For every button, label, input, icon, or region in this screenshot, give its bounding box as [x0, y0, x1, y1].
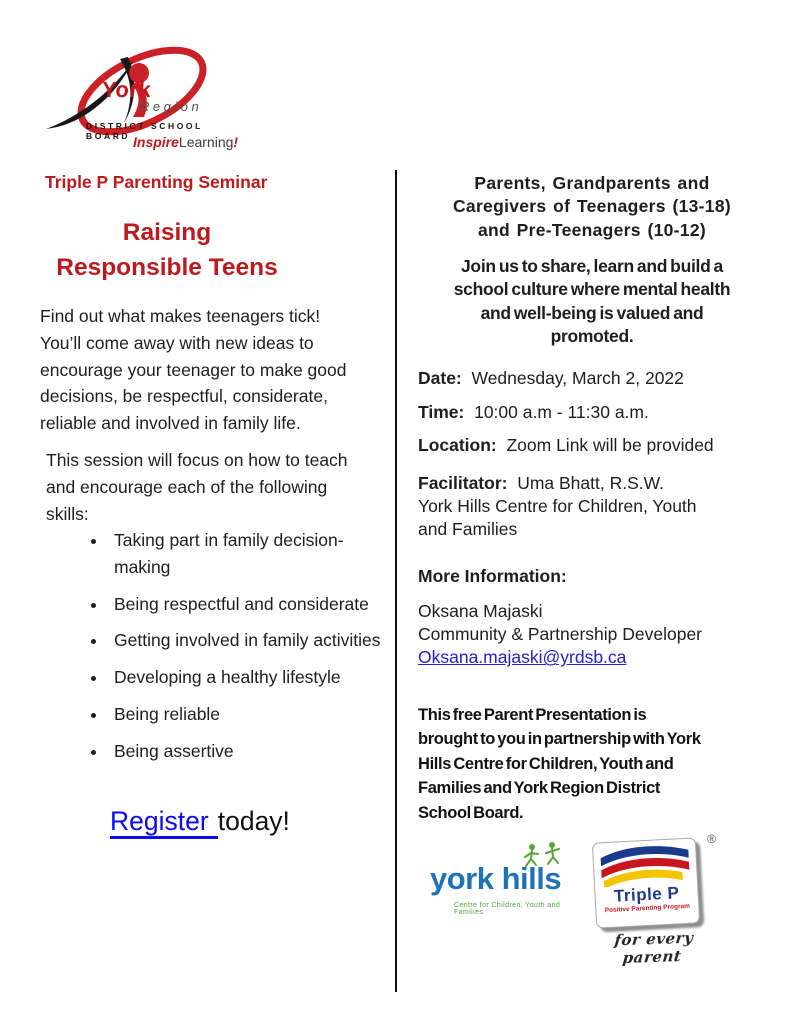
intro-line: reliable and involved in family life. [40, 413, 301, 434]
list-item: • Getting involved in family activities [108, 627, 392, 654]
intro-line: decisions, be respectful, considerate, [40, 386, 328, 407]
detail-facilitator-label: Facilitator: [418, 473, 508, 493]
invitation-paragraph [418, 255, 766, 349]
contact-name: Oksana Majaski [418, 601, 543, 621]
partnership-line: brought to you in partnership with York [418, 730, 701, 749]
triple-p-waves-icon [593, 840, 697, 887]
audience-line: and Pre-Teenagers (10-12) [477, 219, 707, 240]
detail-location-label: Location: [418, 435, 497, 455]
session-line: This session will focus on how to teach [46, 450, 348, 470]
facilitator-org-line: and Families [418, 519, 518, 540]
york-hills-logo [426, 845, 578, 923]
invitation-line: Join us to share, learn and build a [461, 256, 723, 276]
triple-p-wordmark: Triple P [613, 883, 680, 906]
yrdsb-wordmark-board: DISTRICT SCHOOL BOARD [86, 121, 203, 141]
detail-location [418, 435, 714, 456]
column-divider [395, 170, 397, 992]
york-hills-tagline: Centre for Children, Youth and Families [454, 902, 561, 916]
partnership-line: This free Parent Presentation is [418, 706, 647, 724]
detail-time [418, 402, 649, 423]
contact-title: Community & Partnership Developer [418, 624, 703, 645]
list-item: • Being reliable [108, 701, 392, 728]
yrdsb-tagline-inspire: Inspire [133, 134, 179, 150]
triple-p-badge [592, 837, 700, 928]
intro-line: You’ll come away with new ideas to [40, 332, 314, 353]
page-title-line1: Raising [122, 219, 212, 246]
triple-p-tagline: for every parent [613, 928, 695, 968]
register-link[interactable]: Register [110, 806, 218, 839]
partnership-line: Families and York Region District [418, 779, 661, 798]
triple-p-subtitle: Positive Parenting Program [604, 902, 691, 915]
list-item: • Being assertive [108, 738, 392, 765]
partnership-paragraph [418, 703, 701, 825]
facilitator-org-line: York Hills Centre for Children, Youth [418, 496, 697, 517]
detail-facilitator [418, 472, 697, 542]
register-rest-text: today! [217, 806, 290, 836]
invitation-line: school culture where mental health [453, 279, 731, 300]
partnership-line: Hills Centre for Children, Youth and [418, 754, 674, 773]
list-item: • Developing a healthy lifestyle [108, 664, 392, 691]
list-item: • Being respectful and considerate [108, 591, 392, 618]
partnership-line: School Board. [418, 803, 524, 822]
invitation-line: promoted. [550, 326, 634, 347]
session-paragraph [46, 447, 348, 527]
session-line: skills: [46, 503, 89, 524]
york-hills-wordmark: york hills [430, 861, 562, 896]
register-line [40, 806, 360, 837]
detail-date [418, 368, 684, 389]
skills-list [62, 527, 392, 775]
detail-time-label: Time: [418, 402, 465, 422]
detail-facilitator-value: Uma Bhatt, R.S.W. [517, 473, 665, 493]
intro-paragraph [40, 303, 346, 437]
yrdsb-wordmark-region: Region [140, 99, 203, 114]
invitation-line: and well-being is valued and [480, 302, 704, 323]
registered-trademark-icon: ® [707, 832, 716, 846]
page-title-line2: Responsible Teens [56, 254, 278, 281]
contact-block [418, 600, 702, 670]
page-title [28, 215, 306, 285]
list-item: • Taking part in family decision-making [108, 527, 392, 581]
yrdsb-logo [40, 33, 240, 155]
detail-date-value: Wednesday, March 2, 2022 [471, 368, 684, 388]
triple-p-logo [588, 832, 718, 968]
audience-line: Caregivers of Teenagers (13-18) [452, 196, 732, 217]
detail-date-label: Date: [418, 368, 462, 388]
yrdsb-tagline-learning: Learning [178, 134, 234, 150]
intro-line: encourage your teenager to make good [40, 359, 347, 380]
intro-line: Find out what makes teenagers tick! [40, 306, 321, 326]
yrdsb-tagline-bang: ! [233, 134, 239, 150]
email-link[interactable]: Oksana.majaski@yrdsb.ca [418, 647, 627, 668]
detail-location-value: Zoom Link will be provided [506, 435, 714, 455]
seminar-title: Triple P Parenting Seminar [45, 172, 268, 192]
detail-time-value: 10:00 a.m - 11:30 a.m. [474, 402, 649, 422]
audience-line: Parents, Grandparents and [474, 173, 710, 193]
yrdsb-tagline [133, 134, 238, 150]
audience-heading [418, 172, 766, 242]
more-info-heading: More Information: [418, 566, 567, 586]
yrdsb-wordmark-york: York [101, 77, 153, 102]
session-line: and encourage each of the following [46, 476, 328, 497]
